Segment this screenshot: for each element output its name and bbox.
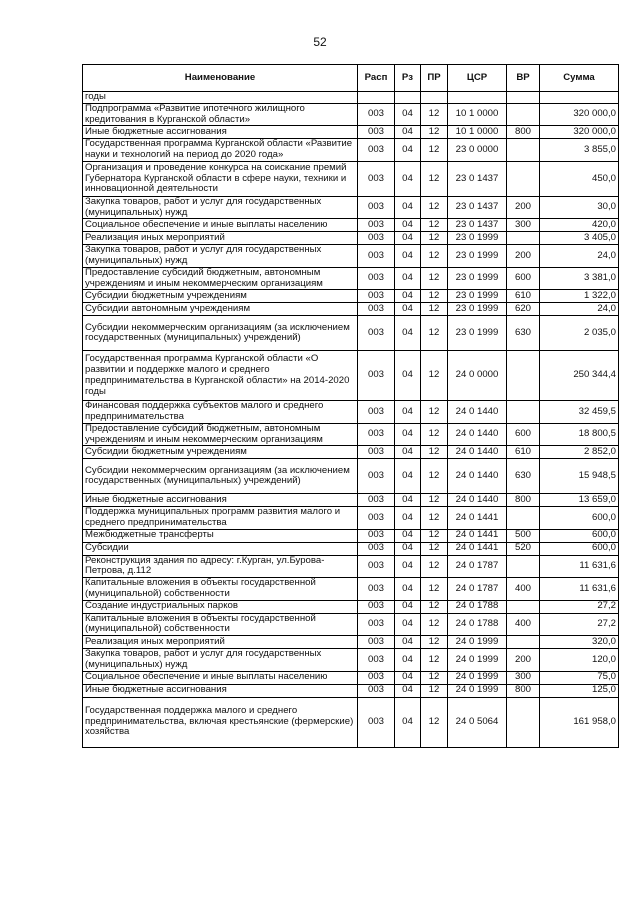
cell-sum: 11 631,6 — [540, 555, 619, 577]
cell-sum: 1 322,0 — [540, 290, 619, 303]
cell-pr: 12 — [421, 161, 448, 196]
table-row — [83, 684, 619, 697]
table-row — [83, 126, 619, 139]
cell-rasp: 003 — [358, 245, 395, 267]
cell-name: Организация и проведение конкурса на соискание премий Губернатора Курганской области в сфере науки, техники и инновационной деятельности — [83, 161, 358, 196]
cell-name: Государственная поддержка малого и среднего предпринимательства, включая крестьянские (фермерские) хозяйства — [83, 697, 358, 747]
cell-csr: 24 0 1788 — [448, 600, 507, 613]
cell-rz: 04 — [395, 303, 421, 316]
cell-rz: 04 — [395, 542, 421, 555]
cell-csr: 24 0 0000 — [448, 351, 507, 401]
table-row — [83, 542, 619, 555]
cell-rasp: 003 — [358, 423, 395, 445]
cell-rz: 04 — [395, 104, 421, 126]
cell-sum: 2 035,0 — [540, 316, 619, 351]
cell-pr: 12 — [421, 196, 448, 218]
cell-sum: 75,0 — [540, 671, 619, 684]
cell-name: Субсидии — [83, 542, 358, 555]
cell-csr: 24 0 1440 — [448, 459, 507, 494]
cell-sum: 13 659,0 — [540, 494, 619, 507]
cell-pr: 12 — [421, 139, 448, 161]
cell-vr: 300 — [507, 671, 540, 684]
cell-sum: 161 958,0 — [540, 697, 619, 747]
cell-vr: 400 — [507, 613, 540, 635]
cell-vr: 800 — [507, 494, 540, 507]
cell-name: Государственная программа Курганской области «Развитие науки и технологий на период до 2020 года» — [83, 139, 358, 161]
cell-name: Реализация иных мероприятий — [83, 636, 358, 649]
cell-sum: 120,0 — [540, 649, 619, 671]
cell-rasp: 003 — [358, 459, 395, 494]
cell-vr: 800 — [507, 684, 540, 697]
cell-pr: 12 — [421, 104, 448, 126]
table-row — [83, 507, 619, 529]
cell-sum: 600,0 — [540, 529, 619, 542]
cell-sum: 3 381,0 — [540, 267, 619, 289]
cell-name: Поддержка муниципальных программ развития малого и среднего предпринимательства — [83, 507, 358, 529]
cell-rz: 04 — [395, 529, 421, 542]
cell-pr: 12 — [421, 290, 448, 303]
cell-rz: 04 — [395, 196, 421, 218]
cell-name: Субсидии некоммерческим организациям (за исключением государственных (муниципальных) учреждений) — [83, 316, 358, 351]
cell-pr — [421, 92, 448, 104]
cell-sum: 15 948,5 — [540, 459, 619, 494]
cell-vr — [507, 232, 540, 245]
table-row — [83, 104, 619, 126]
cell-rasp: 003 — [358, 600, 395, 613]
cell-pr: 12 — [421, 613, 448, 635]
cell-rasp: 003 — [358, 316, 395, 351]
cell-name: Капитальные вложения в объекты государственной (муниципальной) собственности — [83, 613, 358, 635]
table-row — [83, 92, 619, 104]
cell-name: Капитальные вложения в объекты государственной (муниципальной) собственности — [83, 578, 358, 600]
cell-csr: 24 0 1787 — [448, 578, 507, 600]
cell-rz: 04 — [395, 219, 421, 232]
cell-rz — [395, 92, 421, 104]
table-row — [83, 697, 619, 747]
cell-pr: 12 — [421, 649, 448, 671]
cell-vr — [507, 351, 540, 401]
cell-pr: 12 — [421, 542, 448, 555]
cell-name: Финансовая поддержка субъектов малого и среднего предпринимательства — [83, 401, 358, 423]
table-body — [83, 92, 619, 748]
cell-name: Предоставление субсидий бюджетным, автономным учреждениям и иным некоммерческим организациям — [83, 267, 358, 289]
table-row — [83, 161, 619, 196]
cell-vr: 620 — [507, 303, 540, 316]
table-row — [83, 316, 619, 351]
cell-csr: 23 0 1999 — [448, 303, 507, 316]
cell-sum: 18 800,5 — [540, 423, 619, 445]
cell-vr: 520 — [507, 542, 540, 555]
cell-sum: 600,0 — [540, 507, 619, 529]
cell-pr: 12 — [421, 232, 448, 245]
cell-name: Подпрограмма «Развитие ипотечного жилищного кредитования в Курганской области» — [83, 104, 358, 126]
cell-pr: 12 — [421, 423, 448, 445]
table-row — [83, 196, 619, 218]
table-row — [83, 636, 619, 649]
cell-name: Субсидии бюджетным учреждениям — [83, 290, 358, 303]
cell-vr: 200 — [507, 245, 540, 267]
cell-name: Предоставление субсидий бюджетным, автономным учреждениям и иным некоммерческим организациям — [83, 423, 358, 445]
table-row — [83, 401, 619, 423]
header-name: Наименование — [83, 65, 358, 92]
cell-pr: 12 — [421, 267, 448, 289]
cell-rasp: 003 — [358, 401, 395, 423]
cell-csr: 23 0 1999 — [448, 245, 507, 267]
cell-rz: 04 — [395, 649, 421, 671]
cell-rasp: 003 — [358, 671, 395, 684]
cell-pr: 12 — [421, 316, 448, 351]
header-sum: Сумма — [540, 65, 619, 92]
cell-name: Субсидии автономным учреждениям — [83, 303, 358, 316]
table-row — [83, 600, 619, 613]
cell-csr: 24 0 1440 — [448, 446, 507, 459]
cell-rasp: 003 — [358, 219, 395, 232]
table-row — [83, 267, 619, 289]
cell-pr: 12 — [421, 578, 448, 600]
cell-rz: 04 — [395, 636, 421, 649]
page-number: 52 — [313, 35, 327, 49]
cell-csr: 10 1 0000 — [448, 126, 507, 139]
cell-csr — [448, 92, 507, 104]
cell-sum: 420,0 — [540, 219, 619, 232]
cell-csr: 23 0 1999 — [448, 267, 507, 289]
table-header — [83, 65, 619, 92]
cell-pr: 12 — [421, 684, 448, 697]
cell-csr: 24 0 5064 — [448, 697, 507, 747]
cell-csr: 23 0 0000 — [448, 139, 507, 161]
cell-sum: 2 852,0 — [540, 446, 619, 459]
cell-vr: 610 — [507, 290, 540, 303]
cell-rz: 04 — [395, 139, 421, 161]
cell-sum — [540, 92, 619, 104]
cell-rasp: 003 — [358, 139, 395, 161]
header-row — [83, 65, 619, 92]
table-row — [83, 671, 619, 684]
cell-csr: 23 0 1437 — [448, 161, 507, 196]
cell-name: Иные бюджетные ассигнования — [83, 126, 358, 139]
cell-pr: 12 — [421, 126, 448, 139]
table-row — [83, 219, 619, 232]
cell-rz: 04 — [395, 401, 421, 423]
cell-rz: 04 — [395, 600, 421, 613]
cell-vr — [507, 697, 540, 747]
cell-sum: 32 459,5 — [540, 401, 619, 423]
cell-vr: 630 — [507, 316, 540, 351]
cell-sum: 30,0 — [540, 196, 619, 218]
cell-sum: 320,0 — [540, 636, 619, 649]
cell-name: Иные бюджетные ассигнования — [83, 494, 358, 507]
cell-sum: 125,0 — [540, 684, 619, 697]
cell-pr: 12 — [421, 636, 448, 649]
cell-vr: 600 — [507, 267, 540, 289]
cell-rasp — [358, 92, 395, 104]
cell-csr: 23 0 1999 — [448, 290, 507, 303]
cell-pr: 12 — [421, 507, 448, 529]
cell-rasp: 003 — [358, 232, 395, 245]
cell-rasp: 003 — [358, 529, 395, 542]
cell-csr: 24 0 1440 — [448, 494, 507, 507]
table-row — [83, 303, 619, 316]
cell-vr: 610 — [507, 446, 540, 459]
cell-rz: 04 — [395, 671, 421, 684]
cell-pr: 12 — [421, 494, 448, 507]
cell-name: Социальное обеспечение и иные выплаты населению — [83, 671, 358, 684]
cell-sum: 3 855,0 — [540, 139, 619, 161]
table-row — [83, 494, 619, 507]
cell-pr: 12 — [421, 529, 448, 542]
cell-rasp: 003 — [358, 303, 395, 316]
cell-rasp: 003 — [358, 507, 395, 529]
cell-vr — [507, 600, 540, 613]
cell-rz: 04 — [395, 507, 421, 529]
table-row — [83, 613, 619, 635]
cell-rz: 04 — [395, 351, 421, 401]
cell-sum: 600,0 — [540, 542, 619, 555]
cell-pr: 12 — [421, 219, 448, 232]
cell-name: Государственная программа Курганской области «О развитии и поддержке малого и среднего предпринимательства в Курганской области» на 2014-2020 годы — [83, 351, 358, 401]
table-row — [83, 351, 619, 401]
cell-csr: 23 0 1999 — [448, 316, 507, 351]
cell-pr: 12 — [421, 245, 448, 267]
cell-rasp: 003 — [358, 649, 395, 671]
cell-rasp: 003 — [358, 697, 395, 747]
cell-sum: 27,2 — [540, 600, 619, 613]
cell-rasp: 003 — [358, 494, 395, 507]
budget-table — [82, 64, 619, 748]
cell-sum: 450,0 — [540, 161, 619, 196]
cell-name: Реконструкция здания по адресу: г.Курган, ул.Бурова-Петрова, д.112 — [83, 555, 358, 577]
cell-name: Социальное обеспечение и иные выплаты населению — [83, 219, 358, 232]
cell-vr — [507, 92, 540, 104]
table-row — [83, 423, 619, 445]
cell-csr: 24 0 1999 — [448, 684, 507, 697]
cell-vr — [507, 401, 540, 423]
cell-csr: 24 0 1441 — [448, 529, 507, 542]
cell-vr — [507, 139, 540, 161]
cell-vr: 200 — [507, 649, 540, 671]
table-row — [83, 446, 619, 459]
cell-rasp: 003 — [358, 542, 395, 555]
cell-rasp: 003 — [358, 351, 395, 401]
cell-rasp: 003 — [358, 267, 395, 289]
cell-rz: 04 — [395, 578, 421, 600]
cell-csr: 24 0 1788 — [448, 613, 507, 635]
cell-vr — [507, 555, 540, 577]
cell-csr: 24 0 1441 — [448, 542, 507, 555]
cell-rasp: 003 — [358, 161, 395, 196]
cell-rasp: 003 — [358, 126, 395, 139]
cell-rz: 04 — [395, 267, 421, 289]
cell-name: Субсидии некоммерческим организациям (за исключением государственных (муниципальных) учреждений) — [83, 459, 358, 494]
cell-pr: 12 — [421, 446, 448, 459]
cell-name: Субсидии бюджетным учреждениям — [83, 446, 358, 459]
cell-rasp: 003 — [358, 684, 395, 697]
cell-sum: 320 000,0 — [540, 126, 619, 139]
cell-rz: 04 — [395, 555, 421, 577]
table-row — [83, 245, 619, 267]
cell-name: Реализация иных мероприятий — [83, 232, 358, 245]
cell-rz: 04 — [395, 126, 421, 139]
table-row — [83, 139, 619, 161]
cell-name: Иные бюджетные ассигнования — [83, 684, 358, 697]
cell-rz: 04 — [395, 161, 421, 196]
cell-sum: 320 000,0 — [540, 104, 619, 126]
cell-csr: 10 1 0000 — [448, 104, 507, 126]
cell-csr: 24 0 1999 — [448, 636, 507, 649]
cell-rz: 04 — [395, 232, 421, 245]
cell-pr: 12 — [421, 697, 448, 747]
cell-vr — [507, 104, 540, 126]
cell-rz: 04 — [395, 290, 421, 303]
cell-csr: 24 0 1999 — [448, 671, 507, 684]
cell-name: Закупка товаров, работ и услуг для государственных (муниципальных) нужд — [83, 649, 358, 671]
cell-rz: 04 — [395, 423, 421, 445]
cell-csr: 24 0 1441 — [448, 507, 507, 529]
cell-rz: 04 — [395, 316, 421, 351]
cell-rz: 04 — [395, 684, 421, 697]
table-row — [83, 290, 619, 303]
cell-name: Межбюджетные трансферты — [83, 529, 358, 542]
cell-sum: 3 405,0 — [540, 232, 619, 245]
cell-pr: 12 — [421, 459, 448, 494]
cell-pr: 12 — [421, 671, 448, 684]
cell-name: Создание индустриальных парков — [83, 600, 358, 613]
cell-rz: 04 — [395, 494, 421, 507]
cell-vr — [507, 507, 540, 529]
table-row — [83, 649, 619, 671]
cell-rasp: 003 — [358, 104, 395, 126]
table-row — [83, 578, 619, 600]
cell-csr: 23 0 1437 — [448, 196, 507, 218]
header-csr: ЦСР — [448, 65, 507, 92]
table-row — [83, 555, 619, 577]
header-rasp: Расп — [358, 65, 395, 92]
cell-pr: 12 — [421, 401, 448, 423]
table-row — [83, 232, 619, 245]
cell-rz: 04 — [395, 446, 421, 459]
cell-sum: 11 631,6 — [540, 578, 619, 600]
cell-rasp: 003 — [358, 196, 395, 218]
cell-csr: 23 0 1999 — [448, 232, 507, 245]
cell-vr: 800 — [507, 126, 540, 139]
cell-pr: 12 — [421, 600, 448, 613]
cell-pr: 12 — [421, 303, 448, 316]
cell-pr: 12 — [421, 351, 448, 401]
cell-rz: 04 — [395, 697, 421, 747]
cell-rasp: 003 — [358, 446, 395, 459]
cell-vr — [507, 161, 540, 196]
cell-sum: 24,0 — [540, 303, 619, 316]
cell-rasp: 003 — [358, 636, 395, 649]
cell-rasp: 003 — [358, 578, 395, 600]
cell-csr: 24 0 1999 — [448, 649, 507, 671]
cell-csr: 23 0 1437 — [448, 219, 507, 232]
cell-vr: 500 — [507, 529, 540, 542]
cell-vr: 630 — [507, 459, 540, 494]
cell-sum: 24,0 — [540, 245, 619, 267]
cell-vr: 600 — [507, 423, 540, 445]
cell-csr: 24 0 1440 — [448, 423, 507, 445]
header-pr: ПР — [421, 65, 448, 92]
cell-rz: 04 — [395, 459, 421, 494]
cell-csr: 24 0 1787 — [448, 555, 507, 577]
table-row — [83, 529, 619, 542]
header-vr: ВР — [507, 65, 540, 92]
cell-rz: 04 — [395, 245, 421, 267]
cell-name: Закупка товаров, работ и услуг для государственных (муниципальных) нужд — [83, 196, 358, 218]
cell-vr — [507, 636, 540, 649]
cell-vr: 400 — [507, 578, 540, 600]
cell-name: Закупка товаров, работ и услуг для государственных (муниципальных) нужд — [83, 245, 358, 267]
cell-sum: 250 344,4 — [540, 351, 619, 401]
cell-rasp: 003 — [358, 613, 395, 635]
cell-vr: 200 — [507, 196, 540, 218]
cell-sum: 27,2 — [540, 613, 619, 635]
cell-vr: 300 — [507, 219, 540, 232]
cell-rasp: 003 — [358, 290, 395, 303]
cell-pr: 12 — [421, 555, 448, 577]
cell-rasp: 003 — [358, 555, 395, 577]
cell-rz: 04 — [395, 613, 421, 635]
table-row — [83, 459, 619, 494]
cell-name: годы — [83, 92, 358, 104]
cell-csr: 24 0 1440 — [448, 401, 507, 423]
header-rz: Рз — [395, 65, 421, 92]
